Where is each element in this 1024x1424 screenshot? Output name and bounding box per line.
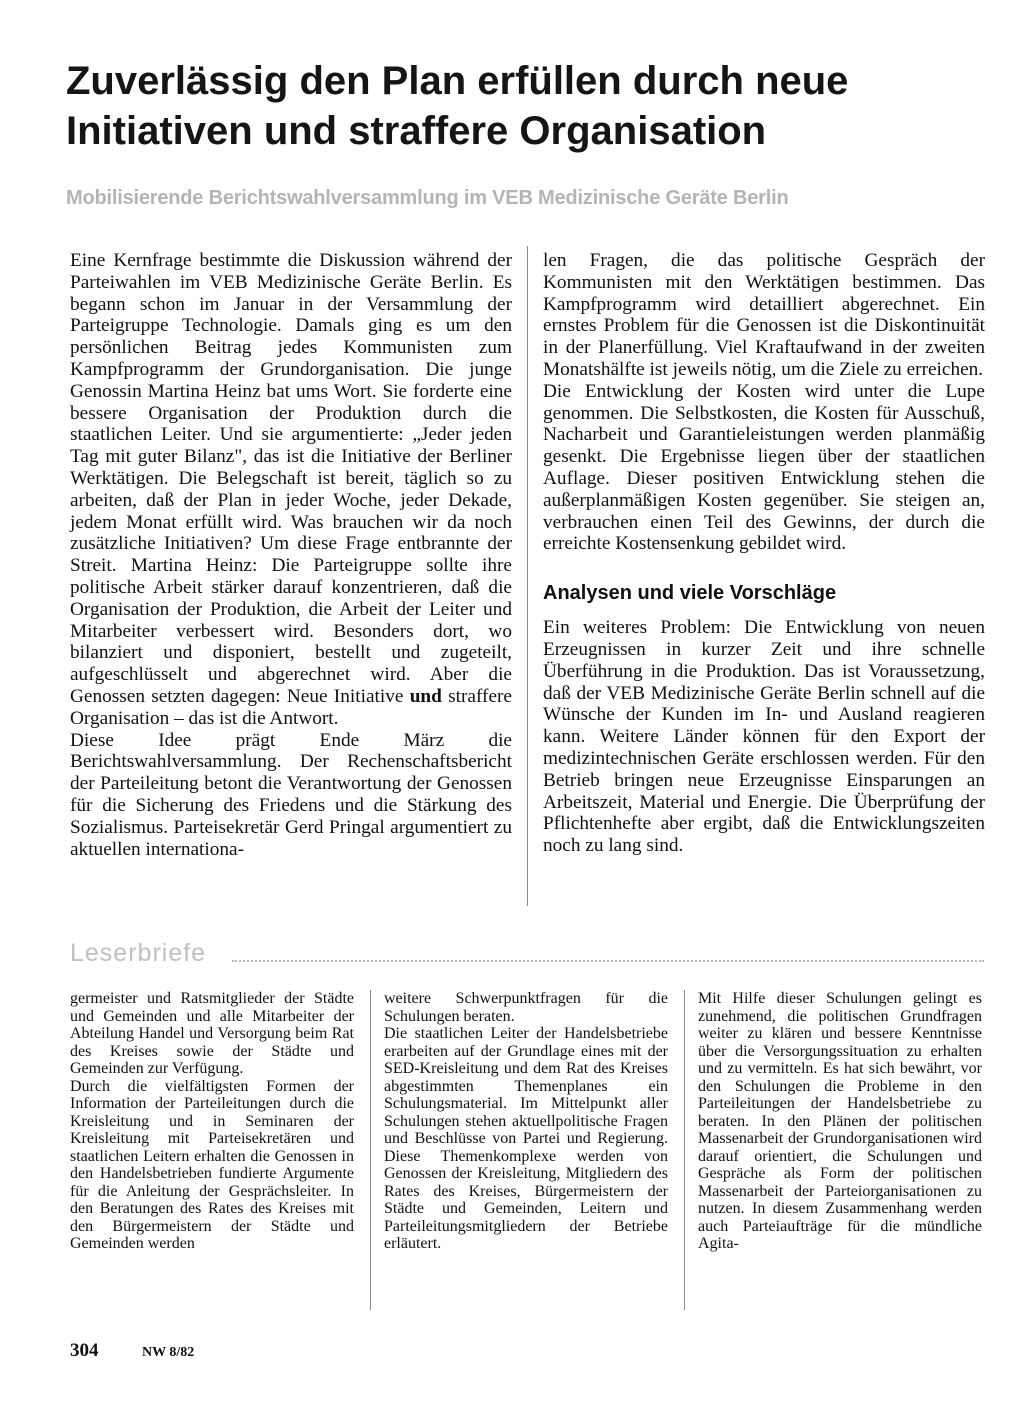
letters-paragraph: weitere Schwerpunktfragen für die Schulungen beraten.	[384, 990, 668, 1025]
letters-paragraph: Die staatlichen Leiter der Handelsbetriebe erarbeiten auf der Grundlage eines mit der SED-Kreisleitung und dem Rat des Kreises abgestimmten Themenplanes ein Schulungsmaterial. Im Mittelpunkt aller Schulungen stehen aktuellpolitische Fragen und Beschlüsse von Partei und Regierung. Diese Themenkomplexe werden von Genossen der Kreisleitung, Mitgliedern des Rates des Kreises, Bürgermeistern der Städte und Gemeinden, Leitern und Parteileitungsmitgliedern der Betriebe erläutert.	[384, 1025, 668, 1252]
letters-section-label: Leserbriefe	[70, 939, 207, 967]
emphasis-word: und	[409, 685, 442, 707]
letters-paragraph: Mit Hilfe dieser Schulungen gelingt es zunehmend, die politischen Grundfragen weiter zu klären und bessere Kenntnisse über die Versorgungssituation zu erhalten und zu vermitteln. Es hat sich bewährt, vor den Schulungen die Probleme in den Parteileitungen der Handelsbetriebe zu beraten. In den Plänen der politischen Massenarbeit der Grundorganisationen wird darauf orientiert, die Schulungen und Gespräche als Form der politischen Massenarbeit der Parteiorganisationen zu nutzen. In diesem Zusammenhang werden auch Parteiaufträge für die mündliche Agita-	[698, 990, 982, 1252]
article-paragraph: Diese Idee prägt Ende März die Berichtswahlversammlung. Der Rechenschaftsbericht der Parteileitung betont die Verantwortung der Genossen für die Sicherung des Friedens und die Stärkung des Sozialismus. Parteisekretär Gerd Pringal argumentiert zu aktuellen internationa-	[70, 729, 512, 860]
letters-column-middle	[384, 990, 668, 1253]
article-headline: Zuverlässig den Plan erfüllen durch neue Initiativen und straffere Organisation	[66, 59, 849, 153]
page-number: 304	[70, 1340, 99, 1361]
article-paragraph: Die Entwicklung der Kosten wird unter die Lupe genommen. Die Selbstkosten, die Kosten für Ausschuß, Nacharbeit und Garantieleistungen werden planmäßig gesenkt. Die Ergebnisse liegen über der staatlichen Auflage. Dieser positiven Entwicklung stehen die außerplanmäßigen Kosten gegenüber. Sie steigen an, verbrauchen einen Teil des Gewinns, der durch die erreichte Kostensenkung gebildet wird.	[543, 380, 985, 555]
letters-paragraph: Durch die vielfältigsten Formen der Information der Parteileitungen durch die Kreisleitung und in Seminaren der Kreisleitung mit Parteisekretären und staatlichen Leitern erhalten die Genossen in den Handelsbetrieben fundierte Argumente für die Anleitung der Gesprächsleiter. In den Beratungen des Rates des Kreises mit den Bürgermeistern der Städte und Gemeinden werden	[70, 1077, 354, 1252]
section-heading: Analysen und viele Vorschläge	[543, 582, 837, 605]
column-divider	[527, 246, 528, 906]
letters-column-left	[70, 990, 354, 1253]
column-divider	[684, 990, 685, 1310]
letters-column-right	[698, 990, 982, 1253]
column-divider	[370, 990, 371, 1310]
issue-label: NW 8/82	[142, 1345, 195, 1360]
article-paragraph: Ein weiteres Problem: Die Entwicklung von neuen Erzeugnissen in kurzer Zeit und ihre schnelle Überführung in die Produktion. Das ist Voraussetzung, daß der VEB Medizinische Geräte Berlin schnell auf die Wünsche der Kunden im In- und Ausland reagieren kann. Weitere Länder können für den Export der medizintechnischen Geräte erschlossen werden. Für den Betrieb bringen neue Erzeugnisse Einsparungen an Arbeitszeit, Material und Energie. Die Überprüfung der Pflichtenhefte aber ergibt, daß die Entwicklungszeiten noch zu lang sind.	[543, 617, 985, 857]
article-paragraph: Eine Kernfrage bestimmte die Diskussion während der Parteiwahlen im VEB Medizinische Geräte Berlin. Es begann schon im Januar in der Versammlung der Parteigruppe Technologie. Damals ging es um den persönlichen Beitrag jedes Kommunisten zum Kampfprogramm der Grundorganisation. Die junge Genossin Martina Heinz bat ums Wort. Sie forderte eine bessere Organisation der Produktion durch die staatlichen Leiter. Und sie argumentierte: „Jeder jeden Tag mit guter Bilanz", das ist die Initiative der Berliner Werktätigen. Die Belegschaft ist bereit, täglich so zu arbeiten, daß der Plan in jeder Woche, jeder Dekade, jedem Monat erfüllt wird. Was brauchen wir da noch zusätzliche Initiativen? Um diese Frage entbrannte der Streit. Martina Heinz: Die Parteigruppe sollte ihre politische Arbeit stärker darauf konzentrieren, daß die Organisation der Produktion, die Arbeit der Leiter und Mitarbeiter verbessert wird. Besonders dort, wo bilanziert und disponiert, bestellt und zugeteilt, aufgeschlüsselt und abgerechnet wird. Aber die Genossen setzten dagegen: Neue Initiative und straffere Organisation – das ist die Antwort.	[70, 250, 512, 729]
article-column-left	[70, 250, 512, 860]
letters-paragraph: germeister und Ratsmitglieder der Städte und Gemeinden und alle Mitarbeiter der Abteilung Handel und Versorgung beim Rat des Kreises sowie der Städte und Gemeinden zur Verfügung.	[70, 990, 354, 1077]
article-column-right	[543, 250, 985, 857]
article-subheadline: Mobilisierende Berichtswahlversammlung im VEB Medizinische Geräte Berlin	[66, 187, 789, 209]
dotted-rule	[232, 960, 984, 962]
article-paragraph: len Fragen, die das politische Gespräch der Kommunisten mit den Werktätigen bestimmen. Das Kampfprogramm wird detailliert abgerechnet. Ein ernstes Problem für die Genossen ist die Diskontinuität in der Planerfüllung. Viel Kraftaufwand in der zweiten Monatshälfte ist jeweils nötig, um die Ziele zu erreichen.	[543, 250, 985, 380]
